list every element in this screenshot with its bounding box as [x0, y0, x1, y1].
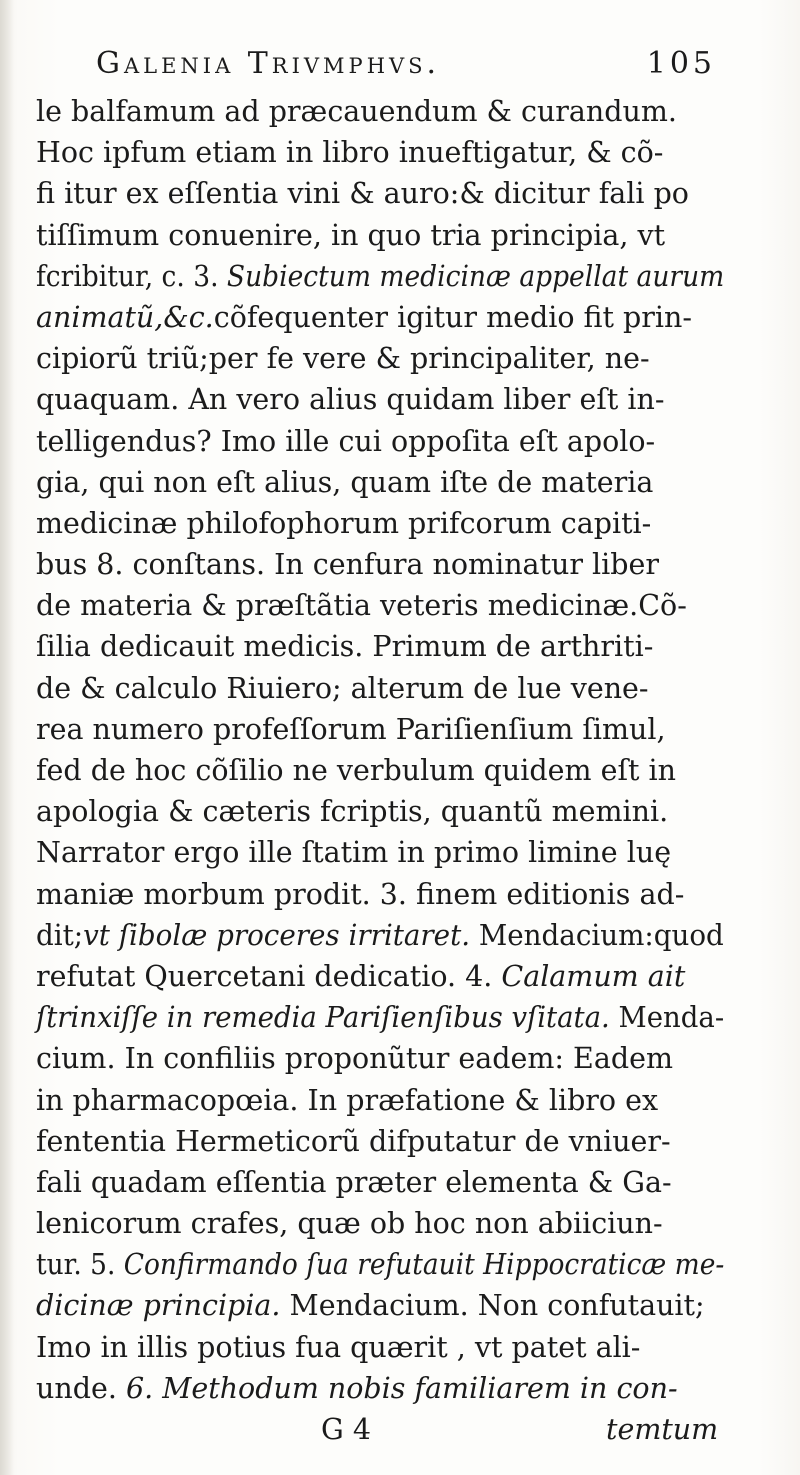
gutter-shadow: [0, 0, 14, 1475]
text-line: [36, 956, 724, 997]
text-line: [36, 1203, 724, 1244]
text-segment: cium. In confiliis proponũtur eadem: Eadem: [36, 1042, 673, 1076]
text-line: [36, 750, 724, 791]
signature-mark: G 4: [321, 1413, 371, 1446]
text-line: [36, 338, 724, 379]
text-line: [36, 421, 724, 462]
text-line: [36, 503, 724, 544]
italic-text-segment: vt ſibolæ proceres irritaret.: [83, 918, 471, 952]
body-text: [36, 91, 724, 1450]
text-line: [36, 997, 725, 1038]
italic-text-segment: animatũ,&c.: [36, 300, 214, 334]
text-line: [36, 915, 724, 956]
text-line: [36, 791, 724, 832]
text-line: [36, 832, 724, 873]
text-line: [36, 1327, 724, 1368]
text-segment: refutat Quercetani dedicatio. 4.: [36, 959, 502, 993]
italic-text-segment: Calamum ait: [501, 959, 686, 993]
text-line: [36, 379, 724, 420]
text-line: [36, 1038, 724, 1079]
text-segment: cõfequenter igitur medio fit prin-: [213, 300, 693, 334]
text-segment: medicinæ philofophorum prifcorum capiti-: [36, 506, 652, 540]
page-number: 105: [646, 46, 716, 81]
text-segment: dit;: [36, 918, 84, 952]
text-segment: fed de hoc cõſilio ne verbulum quidem eſt in: [36, 754, 676, 787]
text-line: [36, 709, 724, 750]
text-line: [36, 215, 724, 256]
text-line: [36, 1368, 724, 1409]
page-header: [96, 46, 716, 90]
text-segment: tur. 5.: [36, 1248, 124, 1282]
text-segment: de & calculo Riuiero; alterum de lue vene-: [36, 671, 649, 705]
text-line: [36, 874, 724, 915]
text-segment: in pharmacopœia. In præfatione & libro ex: [36, 1083, 659, 1117]
text-segment: unde.: [36, 1371, 126, 1405]
text-segment: Narrator ergo ille ſtatim in primo limine luę: [36, 836, 672, 870]
text-segment: gia, qui non eſt alius, quam iſte de materia: [36, 465, 654, 499]
text-segment: Imo in illis potius fua quærit , vt patet ali-: [36, 1330, 641, 1364]
italic-text-segment: Subiectum medicinæ appellat aurum: [226, 259, 725, 293]
text-line: [36, 668, 724, 709]
text-line: [36, 462, 724, 503]
text-segment: Mendacium. Non confutauit;: [280, 1289, 705, 1323]
text-segment: maniæ morbum prodit. 3. finem editionis ad-: [36, 877, 685, 911]
text-line: [36, 1080, 724, 1121]
italic-text-segment: Confirmando ſua refutauit Hippocraticæ me-: [123, 1248, 725, 1282]
text-line: [36, 297, 724, 338]
text-line: [36, 91, 724, 132]
text-segment: lenicorum crafes, quæ ob hoc non abiiciun-: [36, 1207, 663, 1241]
footer-row: [36, 1409, 724, 1450]
text-line: [36, 1244, 725, 1285]
text-segment: fi itur ex eſſentia vini & auro:& dicitur fali po: [36, 177, 689, 211]
catchword: temtum: [606, 1413, 719, 1446]
text-line: [36, 1121, 724, 1162]
text-line: [36, 173, 724, 214]
text-segment: ſilia dedicauit medicis. Primum de arthriti-: [36, 630, 654, 664]
text-segment: de materia & præſtãtia veteris medicinæ.Cõ-: [36, 589, 687, 623]
italic-text-segment: 6. Methodum nobis familiarem in con-: [125, 1371, 678, 1405]
text-segment: cipiorũ triũ;per fe vere & principaliter, ne-: [36, 342, 650, 376]
text-segment: fali quadam eſſentia præter elementa & Ga-: [36, 1165, 672, 1199]
running-title: Galenia Trivmphvs.: [96, 46, 441, 81]
text-line: [36, 626, 724, 667]
text-line: [36, 585, 724, 626]
text-segment: bus 8. conſtans. In cenfura nominatur liber: [36, 548, 659, 582]
text-segment: quaquam. An vero alius quidam liber eſt in-: [36, 383, 665, 417]
text-line: [36, 256, 725, 297]
italic-text-segment: dicinæ principia.: [36, 1289, 281, 1323]
italic-text-segment: ſtrinxiſſe in remedia Pariſienſibus vſitata.: [36, 1001, 610, 1035]
text-line: [36, 132, 724, 173]
text-line: [36, 1162, 724, 1203]
text-segment: telligendus? Imo ille cui oppoſita eſt apolo-: [36, 424, 656, 458]
text-segment: Menda-: [609, 1001, 725, 1035]
text-line: [36, 544, 724, 585]
text-segment: tiſſimum conuenire, in quo tria principia, vt: [36, 218, 666, 252]
text-segment: fcribitur, c. 3.: [36, 259, 227, 293]
text-line: [36, 1285, 724, 1326]
text-segment: Mendacium:quod: [470, 918, 724, 952]
text-segment: fententia Hermeticorũ difputatur de vniuer-: [36, 1124, 671, 1158]
text-segment: Hoc ipfum etiam in libro inueftigatur, & cõ-: [36, 136, 664, 170]
text-segment: le balfamum ad præcauendum & curandum.: [36, 95, 677, 128]
text-segment: rea numero profeſſorum Pariſienſium ſimul,: [36, 712, 666, 746]
text-segment: apologia & cæteris fcriptis, quantũ memini.: [36, 795, 669, 829]
